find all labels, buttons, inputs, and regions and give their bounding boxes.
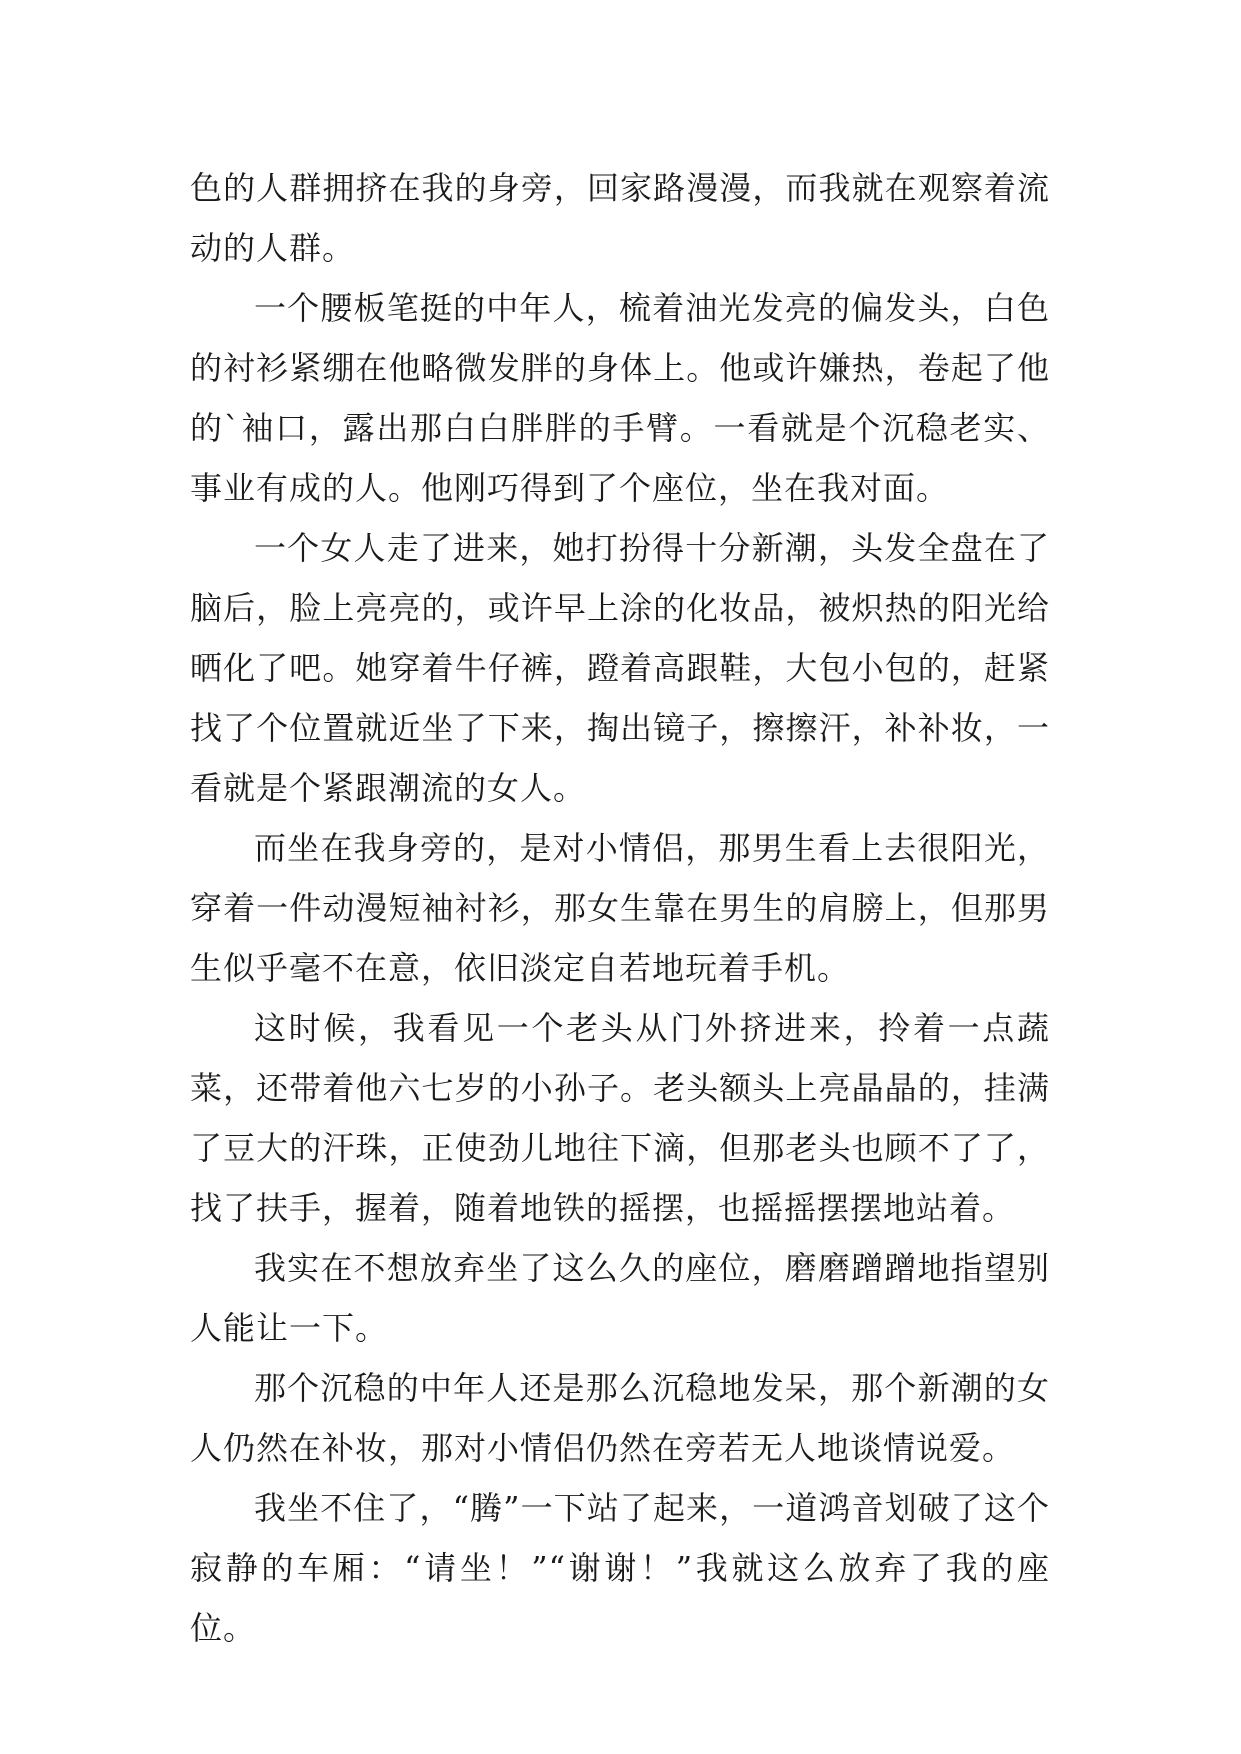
paragraph-8: 我坐不住了，“腾”一下站了起来，一道鸿音划破了这个寂静的车厢：“请坐！”“谢谢！”我就这么放弃了我的座位。 [190, 1489, 1050, 1647]
paragraph-3: 一个女人走了进来，她打扮得十分新潮，头发全盘在了脑后，脸上亮亮的，或许早上涂的化妆品，被炽热的阳光给晒化了吧。她穿着牛仔裤，蹬着高跟鞋，大包小包的，赶紧找了个位置就近坐了下来，掏出镜子，擦擦汗，补补妆，一看就是个紧跟潮流的女人。 [190, 529, 1050, 807]
paragraph-5: 这时候，我看见一个老头从门外挤进来，拎着一点蔬菜，还带着他六七岁的小孙子。老头额头上亮晶晶的，挂满了豆大的汗珠，正使劲儿地往下滴，但那老头也顾不了了，找了扶手，握着，随着地铁的摇摆，也摇摇摆摆地站着。 [190, 1009, 1050, 1227]
paragraph-4: 而坐在我身旁的，是对小情侣，那男生看上去很阳光，穿着一件动漫短袖衬衫，那女生靠在男生的肩膀上，但那男生似乎毫不在意，依旧淡定自若地玩着手机。 [190, 829, 1050, 987]
paragraph-6: 我实在不想放弃坐了这么久的座位，磨磨蹭蹭地指望别人能让一下。 [190, 1249, 1050, 1347]
paragraph-7: 那个沉稳的中年人还是那么沉稳地发呆，那个新潮的女人仍然在补妆，那对小情侣仍然在旁若无人地谈情说爱。 [190, 1369, 1050, 1467]
body-text [190, 158, 1050, 1658]
paragraph-2: 一个腰板笔挺的中年人，梳着油光发亮的偏发头，白色的衬衫紧绷在他略微发胖的身体上。他或许嫌热，卷起了他的`袖口，露出那白白胖胖的手臂。一看就是个沉稳老实、事业有成的人。他刚巧得到了个座位，坐在我对面。 [190, 289, 1050, 507]
paragraph-1: 色的人群拥挤在我的身旁，回家路漫漫，而我就在观察着流动的人群。 [190, 169, 1050, 267]
